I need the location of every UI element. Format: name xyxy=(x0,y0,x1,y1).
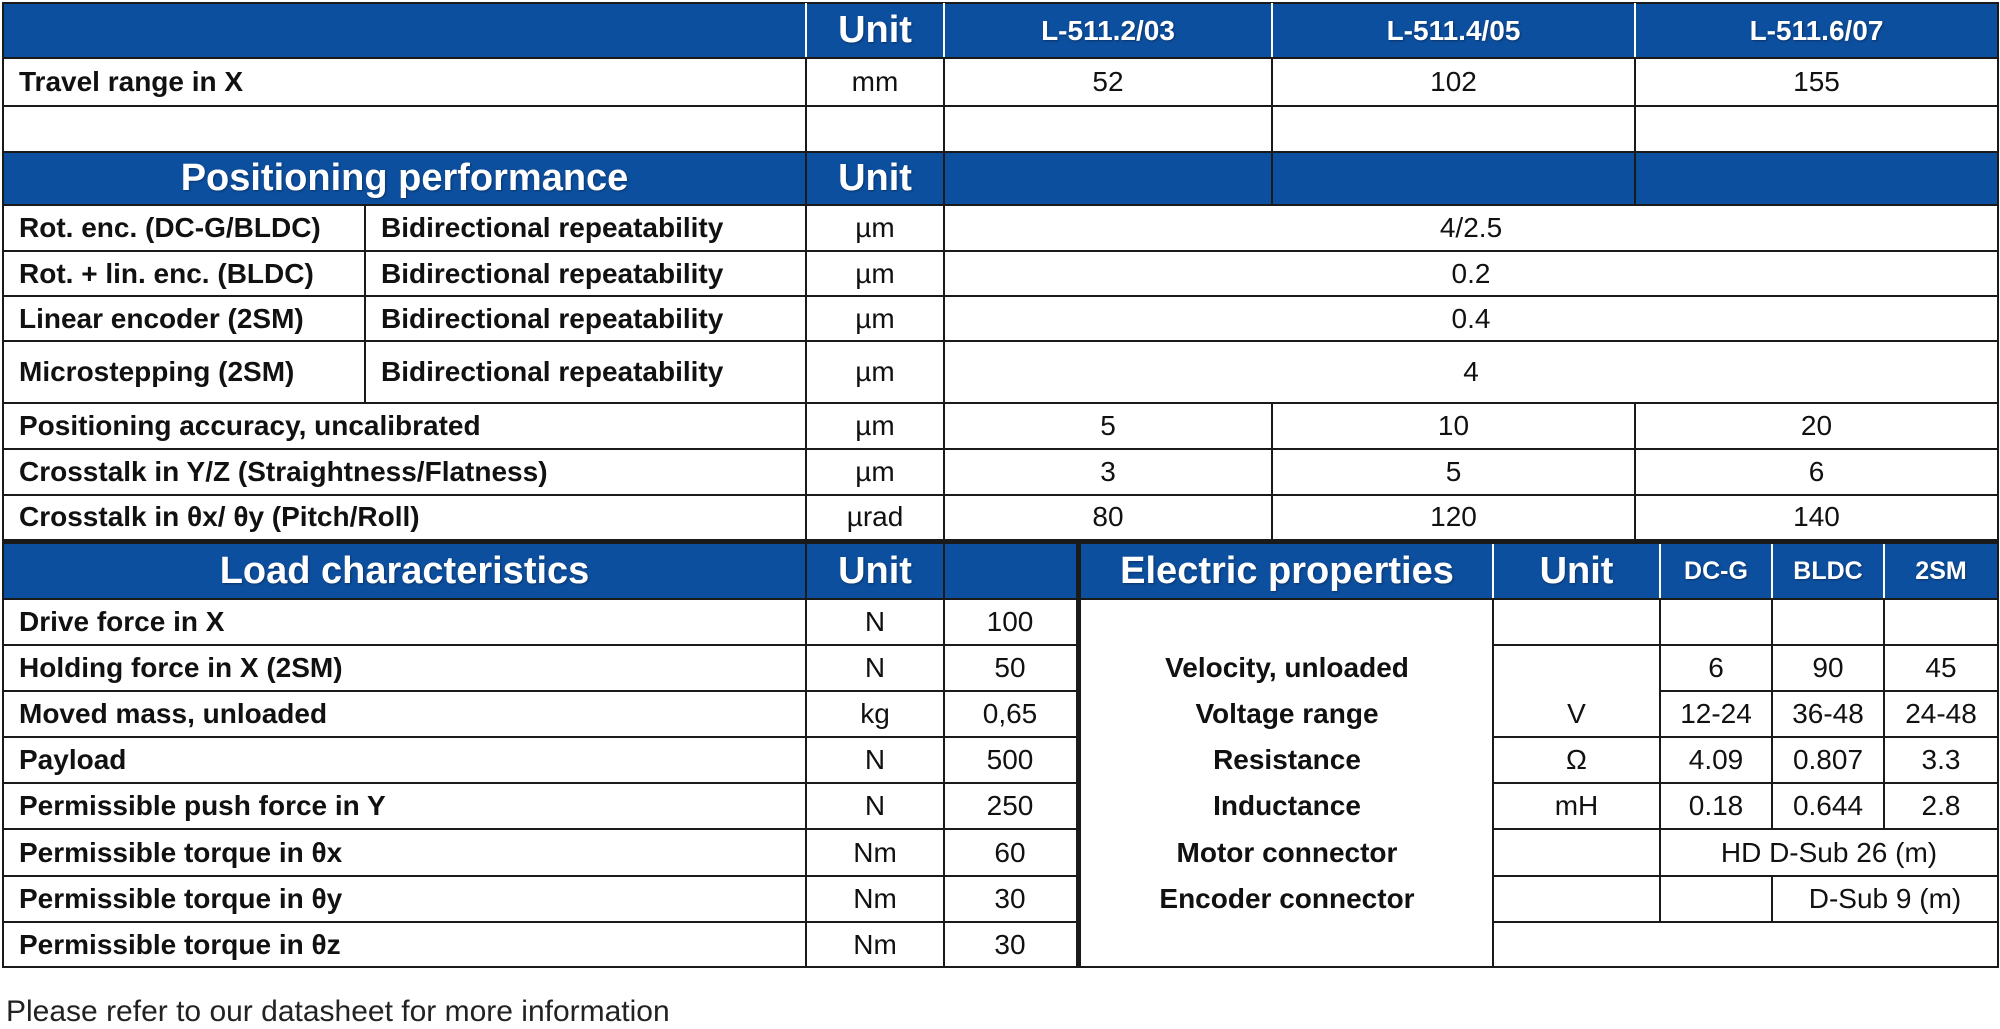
grid-line xyxy=(2,736,1078,738)
drive-header-bldc: BLDC xyxy=(1772,544,1884,599)
electric-unit xyxy=(1493,645,1660,691)
grid-line xyxy=(1076,544,1081,967)
load-unit: N xyxy=(864,652,886,683)
grid-line xyxy=(364,205,366,403)
grid-line xyxy=(1634,58,1636,152)
electric-unit: V xyxy=(1567,698,1586,729)
crosstalk-theta-value: 120 xyxy=(1430,501,1477,532)
model-header-1: L-511.2/03 xyxy=(944,3,1272,58)
travel-range-value: 102 xyxy=(1430,66,1477,97)
grid-line xyxy=(805,58,807,152)
grid-line xyxy=(2,966,1998,968)
electric-label: Voltage range xyxy=(1195,698,1379,729)
header-divider xyxy=(1659,544,1661,599)
grid-line xyxy=(2,598,1078,600)
positioning-accuracy-value: 10 xyxy=(1437,410,1470,441)
load-label: Moved mass, unloaded xyxy=(19,698,328,729)
header-divider xyxy=(1492,544,1494,599)
electric-unit: mH xyxy=(1554,790,1599,821)
grid-line xyxy=(1271,58,1273,152)
grid-line xyxy=(1493,875,1998,877)
electric-label: Resistance xyxy=(1213,744,1361,775)
header-blank-cell xyxy=(3,3,806,58)
grid-line xyxy=(2,57,1998,59)
grid-line xyxy=(1493,921,1998,923)
repeatability-label: Microstepping (2SM) xyxy=(19,356,295,387)
load-characteristics-title: Load characteristics xyxy=(3,544,806,599)
grid-line xyxy=(2,151,1998,153)
electric-value: 0.18 xyxy=(1688,790,1744,821)
travel-range-value: 155 xyxy=(1793,66,1840,97)
crosstalk-theta-label: Crosstalk in θx/ θy (Pitch/Roll) xyxy=(19,501,420,532)
repeatability-unit: µm xyxy=(855,212,895,243)
crosstalk-theta-value: 80 xyxy=(1092,501,1124,532)
grid-line xyxy=(2,828,1078,830)
load-value: 500 xyxy=(986,744,1034,775)
grid-line xyxy=(1883,599,1885,829)
repeatability-value: 0.4 xyxy=(1451,302,1491,334)
motor-connector-label: Motor connector xyxy=(1176,836,1398,868)
repeatability-sub: Bidirectional repeatability xyxy=(381,356,724,387)
grid-line xyxy=(2,340,1998,342)
load-label: Permissible torque in θx xyxy=(19,836,343,868)
load-value: 30 xyxy=(994,928,1026,960)
grid-line xyxy=(1634,403,1636,540)
grid-line xyxy=(2,204,1998,206)
positioning-accuracy-unit: µm xyxy=(855,410,895,441)
header-divider xyxy=(805,544,807,599)
grid-line xyxy=(1493,828,1998,830)
grid-line xyxy=(943,599,945,967)
positioning-accuracy-value: 20 xyxy=(1800,410,1833,441)
repeatability-value: 4/2.5 xyxy=(1439,212,1503,243)
load-label: Holding force in X (2SM) xyxy=(19,652,343,683)
model-header-3: L-511.6/07 xyxy=(1635,3,1998,58)
header-divider xyxy=(1271,152,1273,205)
grid-line xyxy=(1493,782,1998,784)
crosstalk-yz-value: 3 xyxy=(1100,456,1116,487)
electric-value: 6 xyxy=(1708,652,1724,683)
repeatability-label: Rot. + lin. enc. (BLDC) xyxy=(19,257,314,289)
grid-line xyxy=(2,644,1078,646)
electric-value: 0.644 xyxy=(1792,790,1864,821)
header-divider xyxy=(943,3,945,58)
grid-line xyxy=(805,599,807,967)
grid-line xyxy=(2,402,1998,404)
grid-line xyxy=(1771,599,1773,829)
repeatability-value: 0.2 xyxy=(1451,257,1491,289)
load-value: 100 xyxy=(986,606,1034,637)
electric-label: Velocity, unloaded xyxy=(1165,652,1409,683)
electric-unit: Ω xyxy=(1566,744,1587,775)
grid-line xyxy=(2,494,1998,496)
electric-value: 90 xyxy=(1812,652,1844,683)
grid-line xyxy=(2,539,1998,544)
drive-header-dcg: DC-G xyxy=(1660,544,1772,599)
grid-line xyxy=(1271,403,1273,540)
electric-label: Inductance xyxy=(1213,790,1361,821)
crosstalk-yz-value: 6 xyxy=(1808,456,1825,487)
grid-line xyxy=(1997,2,1999,968)
header-divider xyxy=(1634,152,1636,205)
grid-line xyxy=(2,448,1998,450)
grid-line xyxy=(2,295,1998,297)
repeatability-unit: µm xyxy=(855,356,895,387)
header-divider xyxy=(943,152,945,205)
load-label: Permissible torque in θy xyxy=(19,883,343,914)
grid-line xyxy=(2,782,1078,784)
load-label: Drive force in X xyxy=(19,606,225,637)
grid-line xyxy=(2,921,1078,923)
crosstalk-theta-unit: µrad xyxy=(846,501,904,532)
repeatability-unit: µm xyxy=(855,302,895,334)
load-unit: Nm xyxy=(853,836,897,868)
load-unit: N xyxy=(864,606,886,637)
header-divider xyxy=(1271,3,1273,58)
electric-value: 3.3 xyxy=(1921,744,1961,775)
electric-value: 24-48 xyxy=(1905,698,1977,729)
header-divider xyxy=(1771,544,1773,599)
repeatability-label: Linear encoder (2SM) xyxy=(19,302,304,334)
grid-line xyxy=(2,2,1998,4)
positioning-performance-title: Positioning performance xyxy=(3,152,806,205)
electric-value: 2.8 xyxy=(1921,790,1961,821)
load-value: 30 xyxy=(994,883,1026,914)
load-value: 50 xyxy=(994,652,1026,683)
electric-unit-header: Unit xyxy=(1493,544,1660,599)
positioning-unit-header: Unit xyxy=(806,152,944,205)
grid-line xyxy=(1493,736,1998,738)
load-label: Permissible torque in θz xyxy=(19,928,341,960)
crosstalk-yz-value: 5 xyxy=(1445,456,1462,487)
grid-line xyxy=(2,875,1078,877)
grid-line xyxy=(2,250,1998,252)
electric-value: 45 xyxy=(1925,652,1957,683)
electric-value: 4.09 xyxy=(1688,744,1744,775)
load-unit: N xyxy=(864,744,886,775)
repeatability-value: 4 xyxy=(1463,356,1479,387)
grid-line xyxy=(2,2,4,968)
load-unit: Nm xyxy=(853,883,897,914)
grid-line xyxy=(805,205,807,540)
load-header-fill xyxy=(944,544,1076,599)
positioning-header-fill xyxy=(944,152,1998,205)
grid-line xyxy=(1080,598,1998,600)
electric-value: 12-24 xyxy=(1680,698,1752,729)
crosstalk-yz-unit: µm xyxy=(855,456,895,487)
load-unit: N xyxy=(864,790,886,821)
motor-connector-value: HD D-Sub 26 (m) xyxy=(1720,836,1938,868)
load-value: 60 xyxy=(994,836,1026,868)
electric-value: 0.807 xyxy=(1792,744,1864,775)
header-divider xyxy=(805,3,807,58)
repeatability-label: Rot. enc. (DC-G/BLDC) xyxy=(19,212,321,243)
positioning-accuracy-label: Positioning accuracy, uncalibrated xyxy=(19,410,481,441)
electric-value: 36-48 xyxy=(1792,698,1864,729)
grid-line xyxy=(2,690,1078,692)
encoder-connector-value: D-Sub 9 (m) xyxy=(1808,883,1962,914)
header-divider xyxy=(805,152,807,205)
load-unit-header: Unit xyxy=(806,544,944,599)
repeatability-sub: Bidirectional repeatability xyxy=(381,302,724,334)
drive-header-2sm: 2SM xyxy=(1884,544,1998,599)
grid-line xyxy=(943,58,945,152)
repeatability-unit: µm xyxy=(855,257,895,289)
load-unit: kg xyxy=(860,698,890,729)
load-label: Payload xyxy=(19,744,127,775)
repeatability-sub: Bidirectional repeatability xyxy=(381,257,724,289)
travel-range-value: 52 xyxy=(1092,66,1124,97)
model-header-2: L-511.4/05 xyxy=(1272,3,1635,58)
footnote: Please refer to our datasheet for more information xyxy=(6,995,670,1028)
header-divider xyxy=(943,544,945,599)
travel-range-unit: mm xyxy=(851,66,899,97)
grid-line xyxy=(1659,599,1661,923)
load-value: 250 xyxy=(986,790,1034,821)
electric-properties-title: Electric properties xyxy=(1081,544,1493,599)
header-divider xyxy=(1883,544,1885,599)
header-divider xyxy=(1634,3,1636,58)
grid-line xyxy=(2,105,1998,107)
grid-line xyxy=(1493,644,1998,646)
grid-line xyxy=(1771,876,1773,922)
travel-range-label: Travel range in X xyxy=(19,66,244,97)
crosstalk-yz-label: Crosstalk in Y/Z (Straightness/Flatness) xyxy=(19,456,548,487)
encoder-connector-label: Encoder connector xyxy=(1159,883,1415,914)
crosstalk-theta-value: 140 xyxy=(1793,501,1840,532)
unit-header: Unit xyxy=(806,3,944,58)
load-label: Permissible push force in Y xyxy=(19,790,386,821)
positioning-accuracy-value: 5 xyxy=(1100,410,1116,441)
repeatability-sub: Bidirectional repeatability xyxy=(381,212,724,243)
load-value: 0,65 xyxy=(982,698,1038,729)
grid-line xyxy=(943,205,945,540)
grid-line xyxy=(1492,599,1494,967)
load-unit: Nm xyxy=(853,928,897,960)
grid-line xyxy=(1660,690,1998,692)
